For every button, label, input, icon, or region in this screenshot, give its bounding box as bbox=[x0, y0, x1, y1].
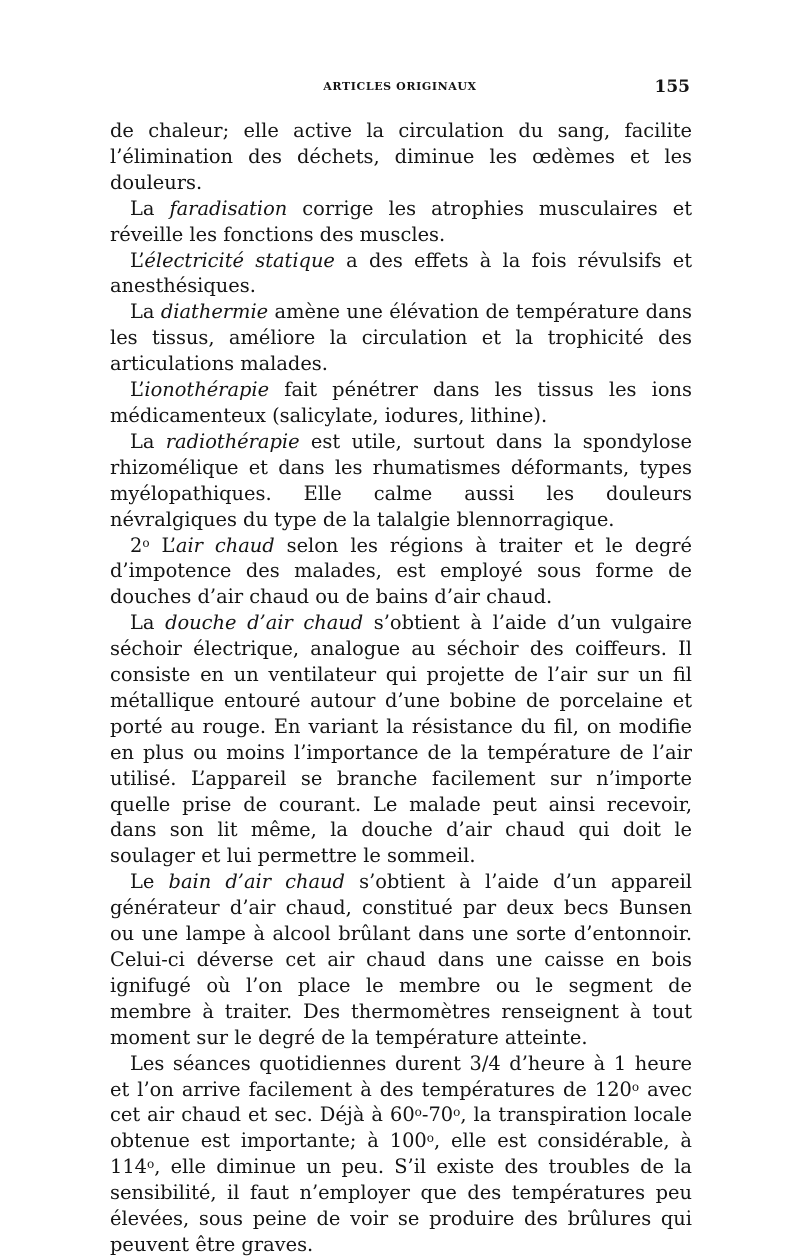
degree-mark: o bbox=[147, 1157, 155, 1172]
italic-term: air chaud bbox=[175, 533, 275, 557]
text-run: -70 bbox=[421, 1103, 454, 1127]
paragraph-p5 bbox=[110, 377, 692, 429]
text-run: selon les régions à traiter et le degré d’impotence des malades, est employé sous forme de douches d’air chaud ou de bains d’air chaud. bbox=[110, 533, 692, 609]
paragraph-p2 bbox=[110, 196, 692, 248]
degree-mark: o bbox=[453, 1105, 461, 1120]
text-run: Les séances quotidiennes durent 3/4 d’heure à 1 heure et l’on arrive facilement à des températures de 120 bbox=[110, 1051, 692, 1101]
paragraph-p8 bbox=[110, 610, 692, 869]
paragraph-p1 bbox=[110, 118, 692, 196]
text-run: 2 bbox=[130, 533, 143, 557]
degree-mark: o bbox=[426, 1131, 434, 1146]
text-run: est utile, surtout dans la spondylose rhizomélique et dans les rhumatismes déformants, types myélopathiques. Elle calme aussi les douleurs névralgiques du type de la talalgie blennorragique. bbox=[110, 429, 692, 531]
text-run: de chaleur; elle active la circulation du sang, facilite l’élimination des déchets, diminue les œdèmes et les douleurs. bbox=[110, 119, 692, 194]
running-title: ARTICLES ORIGINAUX bbox=[323, 80, 477, 93]
degree-mark: o bbox=[414, 1105, 422, 1120]
text-run: avec cet air chaud et sec. Déjà à 60 bbox=[110, 1077, 693, 1127]
text-run: L’ bbox=[130, 378, 145, 402]
text-run: La bbox=[130, 611, 166, 635]
text-run: s’obtient à l’aide d’un vulgaire séchoir électrique, analogue au séchoir des coiffeurs. Il consiste en un ventilateur qui projette de l’air sur un fil métallique entouré autour d’une bobine de porcelaine et porté au rouge. En variant la résistance du fil, on modifie en plus ou moins l’importance de la température de l’air utilisé. L’appareil se branche facilement sur n’importe quelle prise de courant. Le malade peut ainsi recevoir, dans son lit même, la douche d’air chaud qui doit le soulager et lui permettre le sommeil. bbox=[110, 611, 692, 868]
text-run: L’ bbox=[149, 533, 176, 557]
italic-term: électricité statique bbox=[144, 248, 335, 272]
italic-term: faradisation bbox=[169, 196, 288, 220]
degree-mark: o bbox=[142, 535, 150, 550]
italic-term: douche d’air chaud bbox=[165, 611, 364, 635]
text-run: Le bbox=[130, 870, 169, 894]
paragraph-p7 bbox=[110, 533, 692, 611]
italic-term: bain d’air chaud bbox=[168, 870, 345, 894]
page-number: 155 bbox=[654, 77, 690, 97]
text-run: La bbox=[130, 429, 166, 453]
paragraph-p6 bbox=[110, 429, 692, 533]
text-run: L’ bbox=[130, 248, 145, 272]
text-run: , elle est considérable, à 114 bbox=[110, 1129, 692, 1179]
italic-term: ionothérapie bbox=[144, 378, 270, 402]
text-run: fait pénétrer dans les tissus les ions médicamenteux (salicylate, iodures, lithine). bbox=[110, 378, 692, 427]
body-text bbox=[110, 118, 692, 1258]
paragraph-p4 bbox=[110, 299, 692, 377]
text-run: s’obtient à l’aide d’un appareil générateur d’air chaud, constitué par deux becs Bunsen ou une lampe à alcool brûlant dans une sorte d’entonnoir. Celui-ci déverse cet air chaud dans une caisse en bois ignifugé où l’on place le membre ou le segment de membre à traiter. Des thermomètres renseignent à tout moment sur le degré de la température atteinte. bbox=[110, 870, 693, 1049]
paragraph-p9 bbox=[110, 869, 692, 1050]
text-run: , elle diminue un peu. S’il existe des troubles de la sensibilité, il faut n’employer que des températures peu élevées, sous peine de voir se produire des brûlures qui peuvent être graves. bbox=[110, 1155, 692, 1256]
degree-mark: o bbox=[631, 1079, 640, 1094]
text-run: a des effets à la fois révulsifs et anesthésiques. bbox=[110, 248, 692, 298]
page-header bbox=[110, 77, 690, 104]
italic-term: diathermie bbox=[160, 300, 269, 324]
text-run: , la transpiration locale obtenue est importante; à 100 bbox=[110, 1103, 692, 1153]
text-run: La bbox=[130, 300, 161, 324]
italic-term: radiothérapie bbox=[165, 429, 300, 453]
text-run: amène une élévation de température dans les tissus, améliore la circulation et la trophicité des articulations malades. bbox=[110, 300, 692, 376]
text-run: La bbox=[130, 196, 170, 220]
paragraph-p3 bbox=[110, 248, 692, 300]
text-run: corrige les atrophies musculaires et réveille les fonctions des muscles. bbox=[110, 196, 692, 246]
